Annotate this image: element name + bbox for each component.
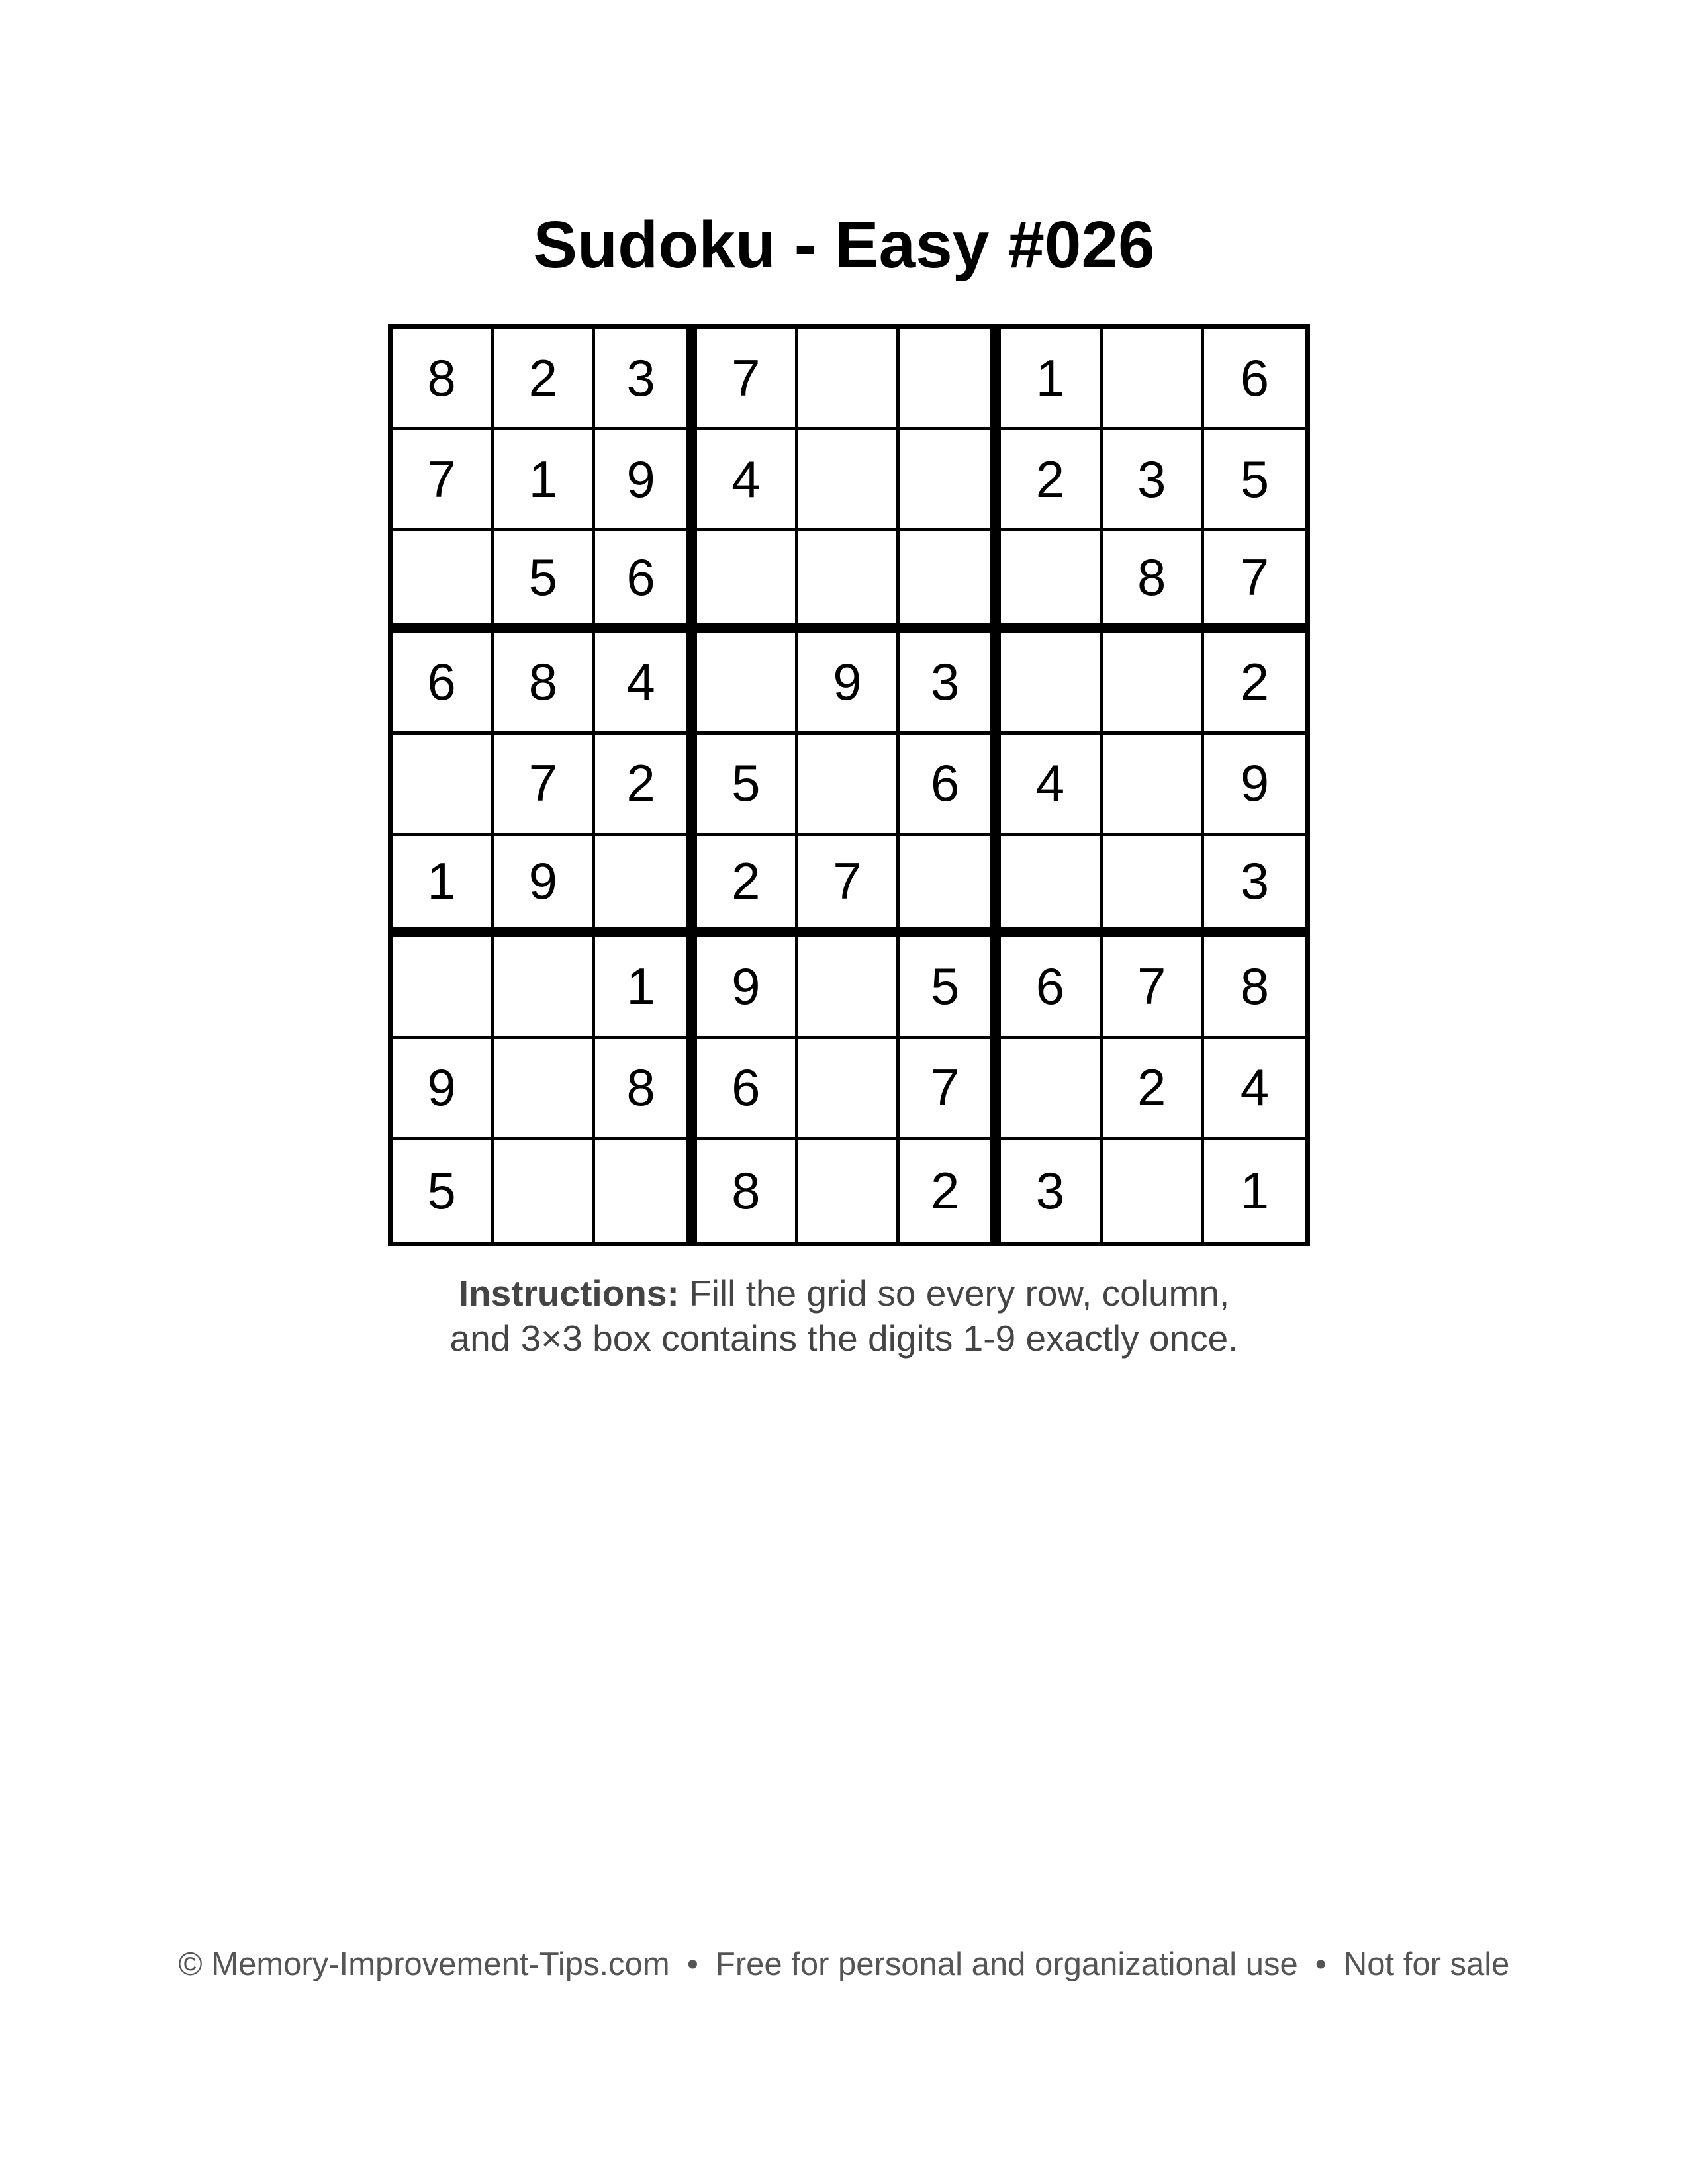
- empty-cell[interactable]: [1103, 836, 1204, 937]
- empty-cell[interactable]: [900, 531, 1001, 633]
- given-cell[interactable]: 7: [798, 836, 900, 937]
- empty-cell[interactable]: [1001, 633, 1102, 735]
- instructions: [0, 1271, 1688, 1361]
- given-cell[interactable]: 2: [595, 735, 696, 836]
- footer-usage: Free for personal and organizational use: [715, 1946, 1298, 1982]
- given-cell[interactable]: 7: [900, 1039, 1001, 1140]
- empty-cell[interactable]: [697, 633, 798, 735]
- instructions-text-2: and 3×3 box contains the digits 1-9 exactly once.: [449, 1318, 1239, 1359]
- given-cell[interactable]: 2: [1001, 430, 1102, 531]
- empty-cell[interactable]: [798, 430, 900, 531]
- given-cell[interactable]: 7: [1103, 937, 1204, 1038]
- empty-cell[interactable]: [595, 836, 696, 937]
- given-cell[interactable]: 3: [595, 329, 696, 430]
- empty-cell[interactable]: [595, 1140, 696, 1242]
- empty-cell[interactable]: [798, 1140, 900, 1242]
- given-cell[interactable]: 8: [393, 329, 494, 430]
- empty-cell[interactable]: [393, 735, 494, 836]
- given-cell[interactable]: 4: [1001, 735, 1102, 836]
- instructions-text-1: Fill the grid so every row, column,: [689, 1273, 1230, 1314]
- given-cell[interactable]: 7: [1204, 531, 1305, 633]
- empty-cell[interactable]: [798, 329, 900, 430]
- given-cell[interactable]: 5: [494, 531, 595, 633]
- empty-cell[interactable]: [798, 1039, 900, 1140]
- empty-cell[interactable]: [697, 531, 798, 633]
- given-cell[interactable]: 7: [494, 735, 595, 836]
- given-cell[interactable]: 5: [1204, 430, 1305, 531]
- given-cell[interactable]: 5: [393, 1140, 494, 1242]
- given-cell[interactable]: 6: [1204, 329, 1305, 430]
- given-cell[interactable]: 1: [595, 937, 696, 1038]
- given-cell[interactable]: 6: [900, 735, 1001, 836]
- empty-cell[interactable]: [393, 531, 494, 633]
- given-cell[interactable]: 9: [1204, 735, 1305, 836]
- given-cell[interactable]: 1: [494, 430, 595, 531]
- given-cell[interactable]: 1: [1001, 329, 1102, 430]
- given-cell[interactable]: 2: [494, 329, 595, 430]
- instructions-line-1: [0, 1271, 1688, 1316]
- empty-cell[interactable]: [393, 937, 494, 1038]
- sudoku-grid: [388, 324, 1310, 1246]
- given-cell[interactable]: 2: [900, 1140, 1001, 1242]
- empty-cell[interactable]: [1001, 1039, 1102, 1140]
- given-cell[interactable]: 2: [1204, 633, 1305, 735]
- given-cell[interactable]: 2: [1103, 1039, 1204, 1140]
- empty-cell[interactable]: [900, 836, 1001, 937]
- given-cell[interactable]: 8: [494, 633, 595, 735]
- given-cell[interactable]: 4: [1204, 1039, 1305, 1140]
- empty-cell[interactable]: [900, 430, 1001, 531]
- given-cell[interactable]: 5: [900, 937, 1001, 1038]
- empty-cell[interactable]: [798, 531, 900, 633]
- empty-cell[interactable]: [1103, 1140, 1204, 1242]
- empty-cell[interactable]: [1103, 329, 1204, 430]
- empty-cell[interactable]: [798, 937, 900, 1038]
- empty-cell[interactable]: [1001, 531, 1102, 633]
- page-title: Sudoku - Easy #026: [533, 208, 1155, 282]
- footer: [0, 1946, 1688, 1983]
- given-cell[interactable]: 9: [494, 836, 595, 937]
- given-cell[interactable]: 9: [393, 1039, 494, 1140]
- given-cell[interactable]: 3: [1103, 430, 1204, 531]
- given-cell[interactable]: 8: [697, 1140, 798, 1242]
- given-cell[interactable]: 8: [1204, 937, 1305, 1038]
- given-cell[interactable]: 8: [1103, 531, 1204, 633]
- empty-cell[interactable]: [494, 1039, 595, 1140]
- footer-not-for-sale: Not for sale: [1343, 1946, 1510, 1982]
- empty-cell[interactable]: [494, 937, 595, 1038]
- footer-copyright: © Memory-Improvement-Tips.com: [178, 1946, 670, 1982]
- empty-cell[interactable]: [1001, 836, 1102, 937]
- given-cell[interactable]: 7: [697, 329, 798, 430]
- given-cell[interactable]: 3: [900, 633, 1001, 735]
- given-cell[interactable]: 8: [595, 1039, 696, 1140]
- given-cell[interactable]: 7: [393, 430, 494, 531]
- empty-cell[interactable]: [1103, 735, 1204, 836]
- given-cell[interactable]: 6: [697, 1039, 798, 1140]
- given-cell[interactable]: 1: [1240, 1161, 1270, 1220]
- given-cell[interactable]: 4: [595, 633, 696, 735]
- given-cell[interactable]: 6: [595, 531, 696, 633]
- given-cell[interactable]: 9: [595, 430, 696, 531]
- given-cell[interactable]: 1: [393, 836, 494, 937]
- given-cell[interactable]: 2: [697, 836, 798, 937]
- empty-cell[interactable]: [494, 1140, 595, 1242]
- given-cell[interactable]: 3: [1001, 1140, 1102, 1242]
- given-cell[interactable]: 9: [798, 633, 900, 735]
- footer-separator: •: [1315, 1946, 1327, 1982]
- empty-cell[interactable]: [798, 735, 900, 836]
- given-cell[interactable]: 5: [697, 735, 798, 836]
- given-cell[interactable]: 4: [697, 430, 798, 531]
- empty-cell[interactable]: [1103, 633, 1204, 735]
- empty-cell[interactable]: [900, 329, 1001, 430]
- given-cell[interactable]: 9: [697, 937, 798, 1038]
- given-cell[interactable]: 6: [393, 633, 494, 735]
- instructions-label: Instructions:: [458, 1273, 679, 1314]
- given-cell[interactable]: 3: [1204, 836, 1305, 937]
- footer-separator: •: [686, 1946, 698, 1982]
- given-cell[interactable]: 6: [1001, 937, 1102, 1038]
